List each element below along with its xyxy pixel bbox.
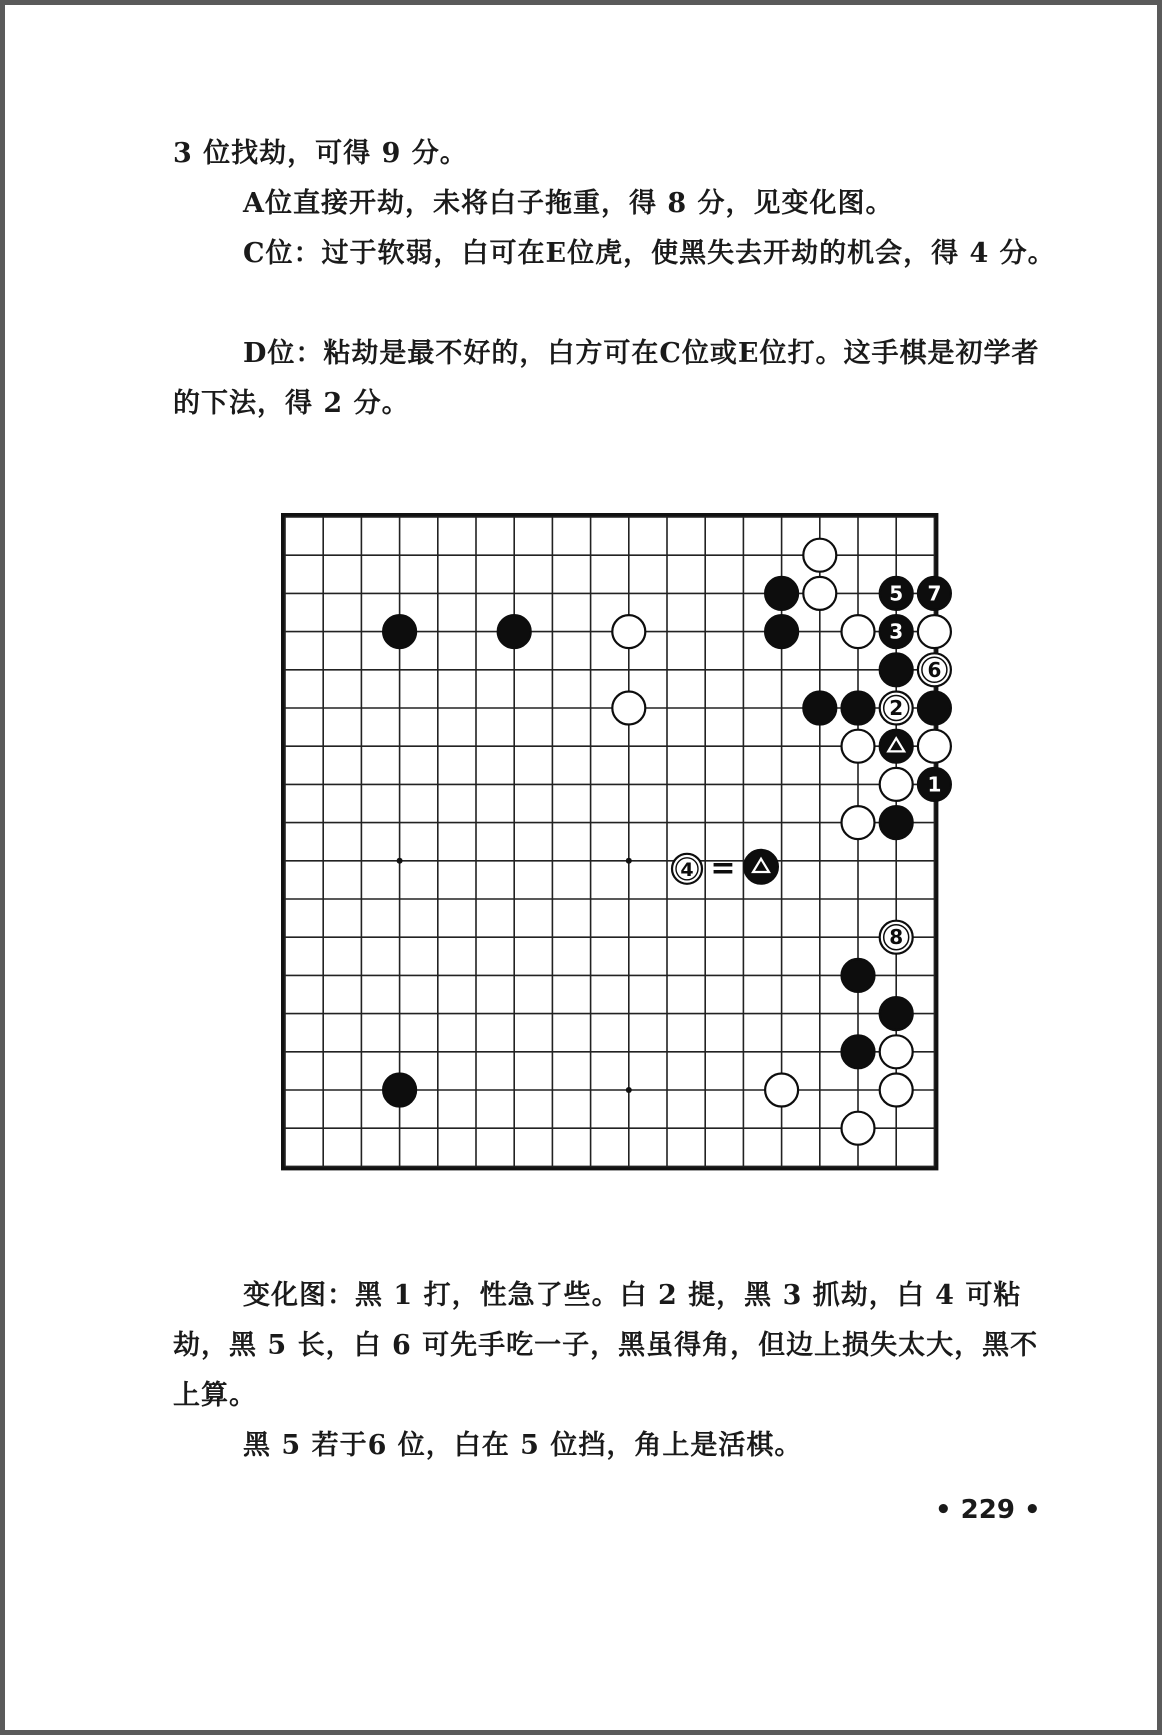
variation-caption: 变化图：黑 1 打，性急了些。白 2 提，黑 3 抓劫，白 4 可粘劫，黑 5 长，白 6 可先手吃一子，黑虽得角，但边上损失太大，黑不上算。: [173, 1280, 1039, 1411]
white-stone: [612, 615, 645, 648]
black-stone: [880, 615, 913, 648]
black-stone: [765, 615, 798, 648]
white-stone: [880, 1074, 913, 1107]
white-stone: [918, 730, 951, 763]
move-number: 3: [889, 619, 904, 644]
black-stone: [880, 997, 913, 1030]
star-point: [626, 858, 632, 864]
white-stone: [765, 1074, 798, 1107]
star-point: [397, 858, 403, 864]
white-stone: [803, 539, 836, 572]
move-number: 8: [889, 925, 904, 950]
white-stone: [842, 1112, 875, 1145]
black-stone: [842, 959, 875, 992]
ko-note: [672, 850, 778, 886]
white-stone: [880, 768, 913, 801]
star-point: [626, 1087, 632, 1093]
black-stone: [498, 615, 531, 648]
white-stone: [918, 615, 951, 648]
white-stone: [880, 692, 913, 725]
white-stone: [880, 921, 913, 954]
move-number: 6: [927, 657, 942, 682]
black-stone: [918, 577, 951, 610]
black-stone: [765, 577, 798, 610]
white-stone: [803, 577, 836, 610]
board-grid: [283, 515, 936, 1168]
black-stone: [383, 1074, 416, 1107]
go-board-diagram: [5, 5, 1157, 1730]
paragraph-4: D位：粘劫是最不好的，白方可在C位或E位打。这手棋是初学者的下法，得 2 分。: [173, 338, 1040, 419]
white-stone: [612, 692, 645, 725]
white-stone: [842, 730, 875, 763]
paragraph-3: C位：过于软弱，白可在E位虎，使黑失去开劫的机会，得 4 分。: [243, 238, 1056, 269]
white-stone: [880, 1035, 913, 1068]
variation-note: 黑 5 若于6 位，白在 5 位挡，角上是活棋。: [243, 1430, 803, 1461]
move-number: 7: [927, 581, 942, 606]
black-stone: [880, 577, 913, 610]
black-stone: [918, 768, 951, 801]
black-stone: [803, 692, 836, 725]
black-stone: [383, 615, 416, 648]
paragraph-1: 3 位找劫，可得 9 分。: [173, 138, 468, 169]
paragraph-2: A位直接开劫，未将白子拖重，得 8 分，见变化图。: [243, 188, 894, 219]
white-stone: [918, 653, 951, 686]
move-number: 5: [889, 581, 904, 606]
black-stone: [842, 1035, 875, 1068]
board-frame: [283, 515, 936, 1168]
white-stone: [842, 806, 875, 839]
white-stone: [842, 615, 875, 648]
move-number: 1: [927, 772, 942, 797]
book-page: [5, 5, 1157, 1730]
black-stone: [880, 730, 913, 763]
page-number: • 229 •: [935, 1495, 1041, 1525]
black-stone: [842, 692, 875, 725]
ko-note-equals: =: [710, 850, 736, 886]
black-stone: [880, 806, 913, 839]
black-stone: [918, 692, 951, 725]
black-stone: [880, 653, 913, 686]
move-number: 2: [889, 696, 904, 720]
ko-note-number: 4: [680, 858, 694, 881]
